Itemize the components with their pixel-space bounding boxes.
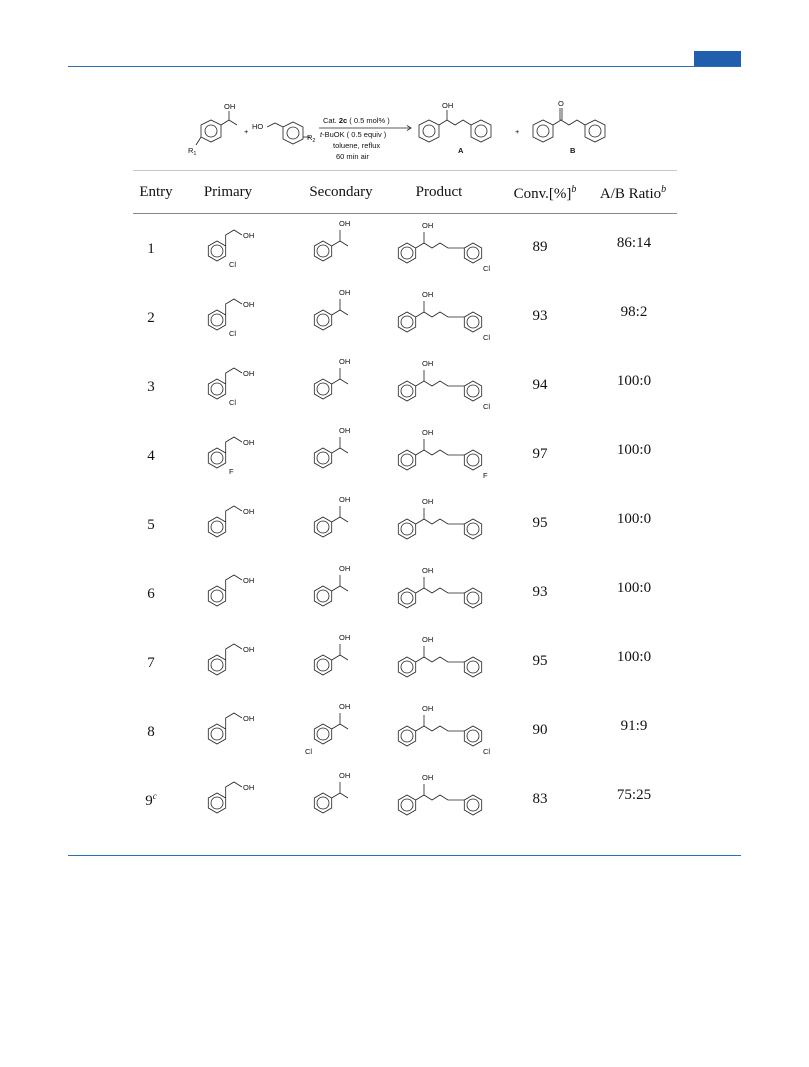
scheme-plus-1: + <box>244 127 249 136</box>
table-row <box>133 284 677 350</box>
product-structure <box>389 629 499 689</box>
secondary-structure <box>303 560 383 616</box>
scheme-catalyst: Cat. 2c ( 0.5 mol% ) <box>323 116 390 125</box>
row-entry: 2 <box>147 310 155 326</box>
product-oh: OH <box>422 221 434 230</box>
row-ab-ratio: 100:0 <box>616 373 652 389</box>
product-structure <box>389 560 499 620</box>
row-ab-ratio: 100:0 <box>616 649 652 665</box>
primary-oh: OH <box>243 369 255 378</box>
scheme-o-b: O <box>558 99 564 108</box>
secondary-structure <box>303 698 383 754</box>
page-corner-tab <box>694 51 741 66</box>
table-row <box>133 491 677 557</box>
primary-substituent: Cl <box>229 329 237 338</box>
row-ab-ratio: 100:0 <box>616 580 652 596</box>
primary-structure <box>197 290 267 340</box>
product-structure <box>389 767 499 827</box>
scheme-plus-2: + <box>515 127 520 136</box>
secondary-structure <box>303 629 383 685</box>
rule-under-scheme <box>133 170 677 171</box>
scheme-r1: $R_1$ <box>188 146 197 157</box>
product-oh: OH <box>422 773 434 782</box>
row-entry: 7 <box>147 655 155 671</box>
table-row <box>133 422 677 488</box>
row-ab-ratio: 75:25 <box>616 787 652 803</box>
product-oh: OH <box>422 428 434 437</box>
row-ab-ratio: 100:0 <box>616 511 652 527</box>
row-entry: 4 <box>147 448 155 464</box>
product-substituent: Cl <box>483 264 491 273</box>
product-substituent: F <box>483 471 488 480</box>
secondary-structure <box>303 422 383 478</box>
secondary-structure <box>303 284 383 340</box>
row-entry: 1 <box>147 241 155 257</box>
primary-substituent: Cl <box>229 260 237 269</box>
product-substituent: Cl <box>483 333 491 342</box>
scheme-oh-1: OH <box>224 102 236 111</box>
product-structure <box>389 284 499 344</box>
row-ab-ratio: 86:14 <box>616 235 652 251</box>
scheme-base: t-BuOK ( 0.5 equiv ) <box>320 130 387 139</box>
secondary-structure <box>303 353 383 409</box>
header-entry: Entry <box>139 184 173 200</box>
row-conversion: 97 <box>532 446 548 462</box>
primary-oh: OH <box>243 645 255 654</box>
bottom-rule <box>68 855 741 856</box>
product-structure <box>389 422 499 482</box>
product-structure <box>389 491 499 551</box>
secondary-oh: OH <box>339 357 351 366</box>
secondary-oh: OH <box>339 219 351 228</box>
product-oh: OH <box>422 359 434 368</box>
row-conversion: 95 <box>532 515 548 531</box>
secondary-oh: OH <box>339 426 351 435</box>
product-structure <box>389 698 499 758</box>
row-conversion: 94 <box>532 377 548 393</box>
secondary-structure <box>303 215 383 271</box>
row-ab-ratio: 91:9 <box>620 718 648 734</box>
primary-structure <box>197 704 267 754</box>
primary-substituent: Cl <box>229 398 237 407</box>
row-entry: 6 <box>147 586 155 602</box>
row-ab-ratio: 98:2 <box>620 304 648 320</box>
scheme-oh-a: OH <box>442 101 454 110</box>
product-structure <box>389 215 499 275</box>
row-entry: 3 <box>147 379 155 395</box>
primary-oh: OH <box>243 576 255 585</box>
primary-structure <box>197 773 267 823</box>
primary-oh: OH <box>243 300 255 309</box>
product-substituent: Cl <box>483 747 491 756</box>
secondary-oh: OH <box>339 633 351 642</box>
product-substituent: Cl <box>483 402 491 411</box>
table-row <box>133 629 677 695</box>
table-row <box>133 698 677 764</box>
row-conversion: 95 <box>532 653 548 669</box>
row-entry: 5 <box>147 517 155 533</box>
primary-structure <box>197 635 267 685</box>
row-conversion: 90 <box>532 722 548 738</box>
row-conversion: 83 <box>532 791 548 807</box>
product-structure <box>389 353 499 413</box>
secondary-oh: OH <box>339 771 351 780</box>
product-oh: OH <box>422 704 434 713</box>
scheme-r2: $R_2$ <box>307 133 316 144</box>
header-product: Product <box>415 184 463 200</box>
primary-structure <box>197 359 267 409</box>
scheme-label-a: A <box>458 146 464 155</box>
secondary-oh: OH <box>339 564 351 573</box>
scheme-ho: HO <box>252 122 264 131</box>
primary-oh: OH <box>243 783 255 792</box>
row-entry: 9$^c$ <box>145 791 157 809</box>
header-conv: Conv.[%]$^b$ <box>513 184 577 202</box>
table-row <box>133 767 677 833</box>
row-conversion: 93 <box>532 308 548 324</box>
product-oh: OH <box>422 566 434 575</box>
table-row <box>133 215 677 281</box>
secondary-oh: OH <box>339 702 351 711</box>
row-conversion: 89 <box>532 239 548 255</box>
product-oh: OH <box>422 635 434 644</box>
primary-structure <box>197 566 267 616</box>
primary-oh: OH <box>243 507 255 516</box>
primary-oh: OH <box>243 714 255 723</box>
header-primary: Primary <box>203 184 253 200</box>
primary-oh: OH <box>243 438 255 447</box>
secondary-structure <box>303 491 383 547</box>
table-row <box>133 353 677 419</box>
rule-under-header <box>133 213 677 214</box>
top-rule <box>68 66 741 67</box>
header-secondary: Secondary <box>309 184 373 200</box>
row-entry: 8 <box>147 724 155 740</box>
secondary-oh: OH <box>339 288 351 297</box>
table-row <box>133 560 677 626</box>
product-oh: OH <box>422 497 434 506</box>
secondary-structure <box>303 767 383 823</box>
reaction-scheme <box>183 95 633 167</box>
secondary-substituent: Cl <box>305 747 313 754</box>
primary-structure <box>197 497 267 547</box>
primary-structure <box>197 428 267 478</box>
product-oh: OH <box>422 290 434 299</box>
scheme-time: 60 min air <box>336 152 369 161</box>
primary-structure <box>197 221 267 271</box>
row-conversion: 93 <box>532 584 548 600</box>
header-ratio: A/B Ratio$^b$ <box>599 184 667 202</box>
primary-substituent: F <box>229 467 234 476</box>
row-ab-ratio: 100:0 <box>616 442 652 458</box>
scheme-label-b: B <box>570 146 576 155</box>
secondary-oh: OH <box>339 495 351 504</box>
table-header <box>133 184 677 204</box>
scheme-solvent: toluene, reflux <box>333 141 381 150</box>
primary-oh: OH <box>243 231 255 240</box>
